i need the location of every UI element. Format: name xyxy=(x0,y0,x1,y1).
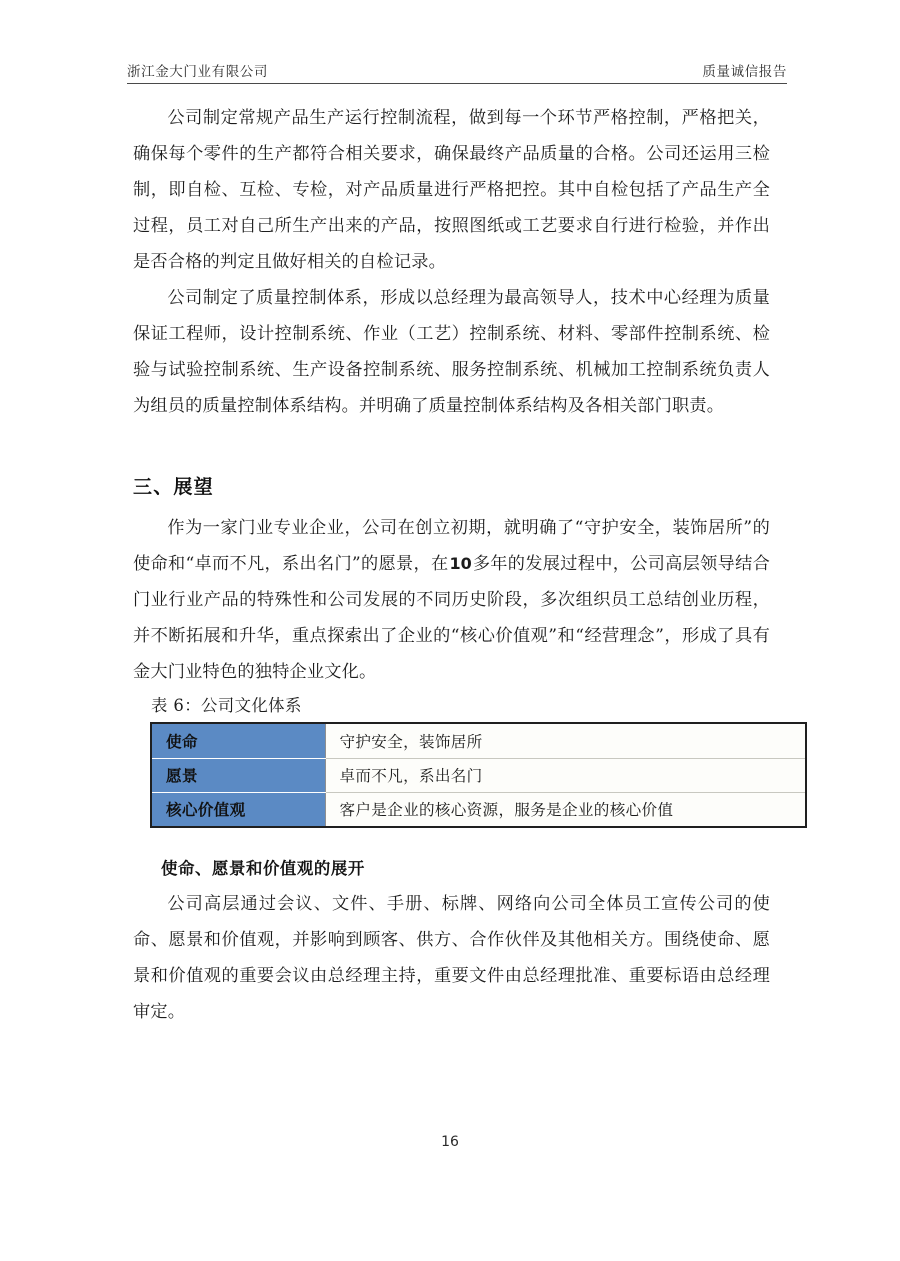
table-row xyxy=(152,758,805,792)
table-cell-value: 守护安全，装饰居所 xyxy=(325,724,805,758)
table-cell-key: 愿景 xyxy=(152,758,325,792)
paragraph-culture-intro-text-2: 多年的发展过程中，公司高层领导结合门业行业产品的特殊性和公司发展的不同历史阶段，多次组织员工总结创业历程，并不断拓展和升华，重点探索出了企业的“核心价值观”和“经营理念”，形成了具有金大门业特色的独特企业文化。 xyxy=(133,554,771,682)
sub-heading-mission-vision-values: 使命、愿景和价值观的展开 xyxy=(161,859,365,878)
table-caption: 表 6：公司文化体系 xyxy=(151,696,302,715)
page-number: 16 xyxy=(441,1134,459,1150)
section-heading-outlook: 三、展望 xyxy=(133,476,214,498)
table-cell-key: 使命 xyxy=(152,724,325,758)
spacer xyxy=(133,828,770,852)
document-body xyxy=(133,100,770,1030)
header-company-name: 浙江金大门业有限公司 xyxy=(127,64,268,81)
culture-table xyxy=(152,724,805,826)
table-cell-value: 卓而不凡，系出名门 xyxy=(325,758,805,792)
table-cell-value: 客户是企业的核心资源，服务是企业的核心价值 xyxy=(325,792,805,826)
table-cell-key: 核心价值观 xyxy=(152,792,325,826)
paragraph-culture-intro-text-1: 作为一家门业专业企业，公司在创立初期，就明确了“守护安全，装饰居所”的使命和“卓而不凡，系出名门”的愿景，在 xyxy=(133,518,770,574)
document-header xyxy=(127,57,787,84)
paragraph-production-control: 公司制定常规产品生产运行控制流程，做到每一个环节严格控制，严格把关，确保每个零件的生产都符合相关要求，确保最终产品质量的合格。公司还运用三检制，即自检、互检、专检，对产品质量进行严格把控。其中自检包括了产品生产全过程，员工对自己所生产出来的产品，按照图纸或工艺要求自行进行检验，并作出是否合格的判定且做好相关的自检记录。 xyxy=(133,108,770,272)
spacer xyxy=(133,424,770,470)
culture-table-container xyxy=(150,722,807,828)
table-row xyxy=(152,724,805,758)
table-row xyxy=(152,792,805,826)
paragraph-quality-system: 公司制定了质量控制体系，形成以总经理为最高领导人，技术中心经理为质量保证工程师，设计控制系统、作业（工艺）控制系统、材料、零部件控制系统、检验与试验控制系统、生产设备控制系统、服务控制系统、机械加工控制系统负责人为组员的质量控制体系结构。并明确了质量控制体系结构及各相关部门职责。 xyxy=(133,288,770,416)
header-report-title: 质量诚信报告 xyxy=(702,64,787,81)
paragraph-communication: 公司高层通过会议、文件、手册、标牌、网络向公司全体员工宣传公司的使命、愿景和价值观，并影响到顾客、供方、合作伙伴及其他相关方。围绕使命、愿景和价值观的重要会议由总经理主持，重要文件由总经理批准、重要标语由总经理审定。 xyxy=(133,894,770,1022)
paragraph-culture-intro xyxy=(133,510,770,690)
paragraph-culture-intro-number: 10 xyxy=(449,554,472,573)
